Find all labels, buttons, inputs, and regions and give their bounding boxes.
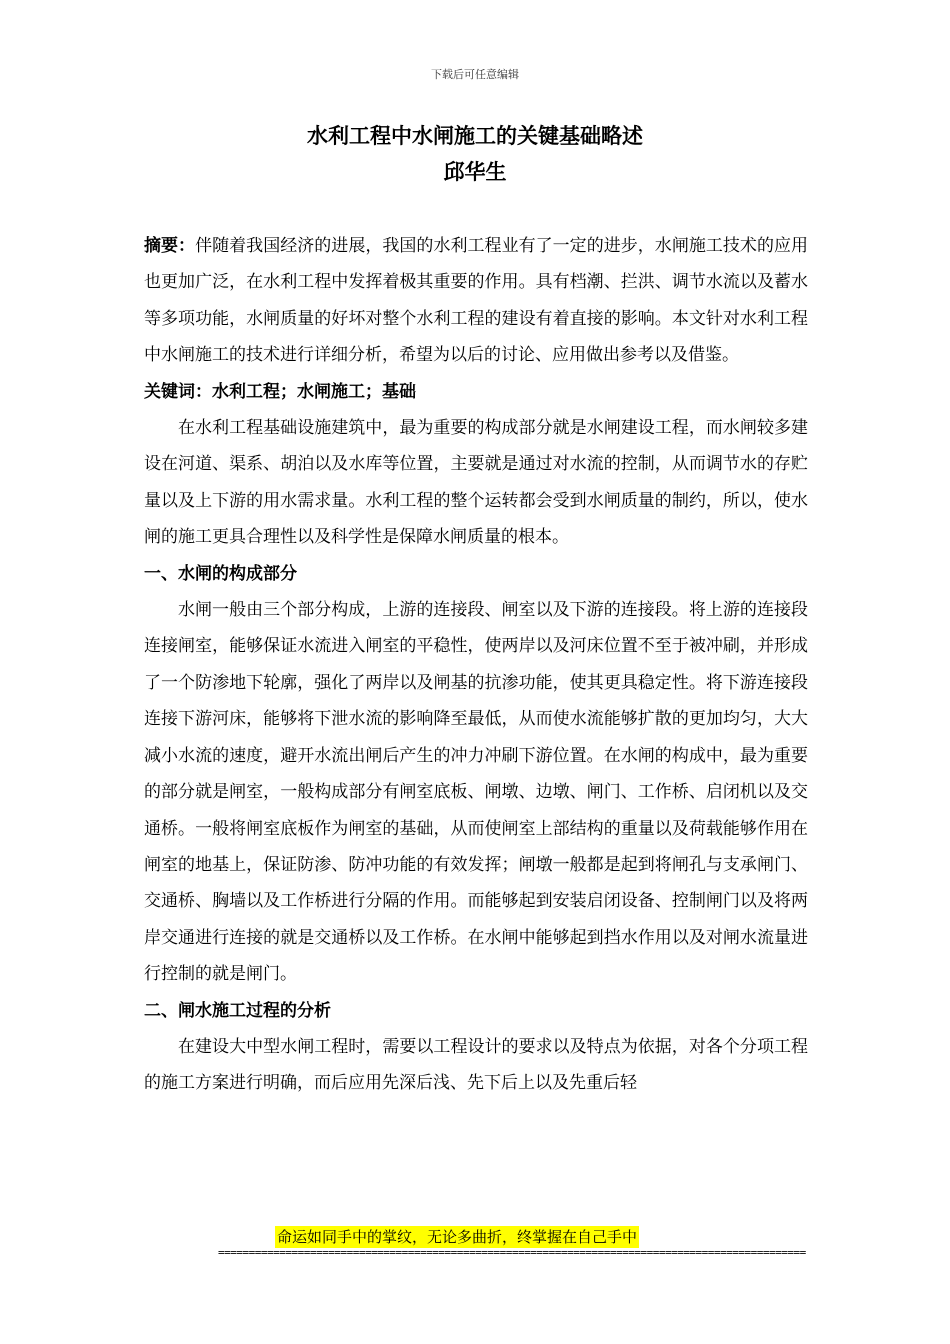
- abstract-label: 摘要：: [144, 236, 196, 256]
- document-body: [144, 228, 808, 1102]
- section2-heading: 二、闸水施工过程的分析: [144, 1000, 331, 1021]
- author-name: 邱华生: [443, 159, 507, 184]
- footer-motto: 命运如同手中的掌纹，无论多曲折，终掌握在自己手中: [277, 1228, 638, 1246]
- abstract-paragraph: [144, 228, 808, 374]
- section2-paragraph: 在建设大中型水闸工程时，需要以工程设计的要求以及特点为依据，对各个分项工程的施工方案进行明确，而后应用先深后浅、先下后上以及先重后轻: [144, 1036, 808, 1094]
- header-note: 下载后可任意编辑: [431, 68, 519, 81]
- keywords-line: 关键词：水利工程；水闸施工；基础: [144, 381, 416, 402]
- footer-rule: ================================================================================================: [218, 1246, 806, 1259]
- section1-paragraph: 水闸一般由三个部分构成，上游的连接段、闸室以及下游的连接段。将上游的连接段连接闸室，能够保证水流进入闸室的平稳性，使两岸以及河床位置不至于被冲刷，并形成了一个防渗地下轮廓，强化了两岸以及闸基的抗渗功能，使其更具稳定性。将下游连接段连接下游河床，能够将下泄水流的影响降至最低，从而使水流能够扩散的更加均匀，大大减小水流的速度，避开水流出闸后产生的冲力冲刷下游位置。在水闸的构成中，最为重要的部分就是闸室，一般构成部分有闸室底板、闸墩、边墩、闸门、工作桥、启闭机以及交通桥。一般将闸室底板作为闸室的基础，从而使闸室上部结构的重量以及荷载能够作用在闸室的地基上，保证防渗、防冲功能的有效发挥；闸墩一般都是起到将闸孔与支承闸门、交通桥、胸墙以及工作桥进行分隔的作用。而能够起到安装启闭设备、控制闸门以及将两岸交通进行连接的就是交通桥以及工作桥。在水闸中能够起到挡水作用以及对闸水流量进行控制的就是闸门。: [144, 600, 808, 985]
- abstract-text: 伴随着我国经济的进展，我国的水利工程业有了一定的进步，水闸施工技术的应用也更加广泛，在水利工程中发挥着极其重要的作用。具有档潮、拦洪、调节水流以及蓄水等多项功能，水闸质量的好坏对整个水利工程的建设有着直接的影响。本文针对水利工程中水闸施工的技术进行详细分析，希望为以后的讨论、应用做出参考以及借鉴。: [144, 236, 809, 366]
- intro-paragraph: 在水利工程基础设施建筑中，最为重要的构成部分就是水闸建设工程，而水闸较多建设在河道、渠系、胡泊以及水库等位置，主要就是通过对水流的控制，从而调节水的存贮量以及上下游的用水需求量。水利工程的整个运转都会受到水闸质量的制约，所以，使水闸的施工更具合理性以及科学性是保障水闸质量的根本。: [144, 418, 808, 548]
- section1-heading: 一、水闸的构成部分: [144, 563, 297, 584]
- document-title: 水利工程中水闸施工的关键基础略述: [307, 123, 643, 148]
